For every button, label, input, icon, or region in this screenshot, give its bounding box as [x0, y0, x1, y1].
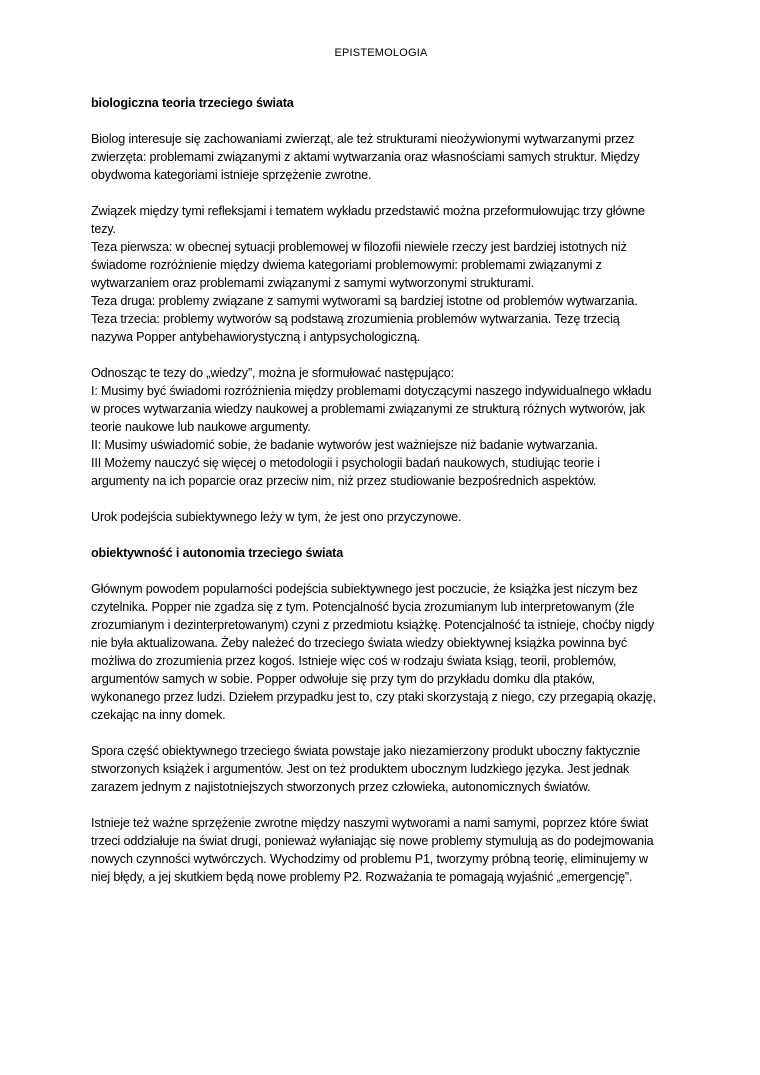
text-line: czekając na inny domek.: [91, 708, 226, 722]
text-line: Odnosząc te tezy do „wiedzy”, można je sformułować następująco:: [91, 366, 454, 380]
text-line: Głównym powodem popularności podejścia subiektywnego jest poczucie, że książka jest niczym bez: [91, 582, 638, 596]
text-line: zarazem jednym z najistotniejszych stworzonych przez człowieka, autonomicznych światów.: [91, 780, 591, 794]
text-line: nazywa Popper antybehawiorystyczną i antypsychologiczną.: [91, 330, 421, 344]
text-line: możliwa do zrozumienia przez kogoś. Istnieje więc coś w rodzaju świata ksiąg, teorii, problemów,: [91, 654, 617, 668]
paragraph: [91, 508, 671, 526]
text-line: Teza druga: problemy związane z samymi wytworami są bardziej istotne od problemów wytwarzania.: [91, 294, 638, 308]
running-header: EPISTEMOLOGIA: [334, 47, 428, 59]
text-line: teorie naukowe lub naukowe argumenty.: [91, 420, 311, 434]
text-line: czytelnika. Popper nie zgadza się z tym. Potencjalność bycia zrozumianym lub interpretowanym (źle: [91, 600, 635, 614]
paragraph: [91, 130, 671, 184]
paragraph: [91, 364, 671, 490]
text-line: świadome rozróżnienie między dwiema kategoriami problemowymi: problemami związanymi z: [91, 258, 602, 272]
text-line: III Możemy nauczyć się więcej o metodologii i psychologii badań naukowych, studiując teorie i: [91, 456, 600, 470]
section-heading-biological-theory: biologiczna teoria trzeciego świata: [91, 96, 294, 110]
text-line: zwierzęta: problemami związanymi z aktami wytwarzania oraz własnościami samych struktur. Między: [91, 150, 640, 164]
document-body: [91, 94, 671, 904]
text-line: nie była aktualizowana. Żeby należeć do trzeciego świata wiedzy obiektywnej książka powinna być: [91, 636, 627, 650]
paragraph: [91, 814, 671, 886]
text-line: argumenty na ich poparcie oraz przeciw nim, niż przez studiowanie bezpośrednich aspektów.: [91, 474, 597, 488]
text-line: w proces wytwarzania wiedzy naukowej a problemami związanymi ze strukturą różnych wytworów, jak: [91, 402, 646, 416]
section-heading-objectivity-autonomy: obiektywność i autonomia trzeciego świata: [91, 546, 344, 560]
paragraph: [91, 202, 671, 346]
paragraph: [91, 580, 671, 724]
text-line: Teza trzecia: problemy wytworów są podstawą zrozumienia problemów wytwarzania. Tezę trzecią: [91, 312, 620, 326]
text-line: obydwoma kategoriami istnieje sprzężenie zwrotne.: [91, 168, 372, 182]
text-line: Biolog interesuje się zachowaniami zwierząt, ale też strukturami nieożywionymi wytwarzanymi przez: [91, 132, 635, 146]
text-line: trzeci oddziałuje na świat drugi, ponieważ wyłaniając się nowe problemy stymulują as do podejmowania: [91, 834, 654, 848]
text-line: I: Musimy być świadomi rozróżnienia między problemami dotyczącymi naszego indywidualnego wkładu: [91, 384, 652, 398]
text-line: Urok podejścia subiektywnego leży w tym, że jest ono przyczynowe.: [91, 510, 462, 524]
text-line: tezy.: [91, 222, 116, 236]
text-line: stworzonych książek i argumentów. Jest on też produktem ubocznym ludzkiego języka. Jest jednak: [91, 762, 630, 776]
text-line: Związek między tymi refleksjami i tematem wykładu przedstawić można przeformułowując trzy główne: [91, 204, 645, 218]
text-line: Spora część obiektywnego trzeciego świata powstaje jako niezamierzony produkt uboczny faktycznie: [91, 744, 641, 758]
text-line: nowych czynności wytwórczych. Wychodzimy od problemu P1, tworzymy próbną teorię, eliminujemy w: [91, 852, 648, 866]
text-line: niej błędy, a jej skutkiem będą nowe problemy P2. Rozważania te pomagają wyjaśnić „emergencję”.: [91, 870, 633, 884]
text-line: wytwarzaniem oraz problemami związanymi z samymi wytworzonymi strukturami.: [91, 276, 535, 290]
text-line: Istnieje też ważne sprzężenie zwrotne między naszymi wytworami a nami samymi, poprzez które świat: [91, 816, 649, 830]
paragraph: [91, 742, 671, 796]
text-line: wykonanego przez ludzi. Dziełem przypadku jest to, czy ptaki skorzystają z niego, czy przegapią okazję,: [91, 690, 656, 704]
text-line: Teza pierwsza: w obecnej sytuacji problemowej w filozofii niewiele rzeczy jest bardziej istotnych niż: [91, 240, 627, 254]
text-line: II: Musimy uświadomić sobie, że badanie wytworów jest ważniejsze niż badanie wytwarzania.: [91, 438, 598, 452]
text-line: zrozumianym i dezinterpretowanym) czyni z przedmiotu książkę. Potencjalność ta istnieje, choćby nigdy: [91, 618, 655, 632]
text-line: argumentów samych w sobie. Popper odwołuje się przy tym do przykładu domku dla ptaków,: [91, 672, 595, 686]
